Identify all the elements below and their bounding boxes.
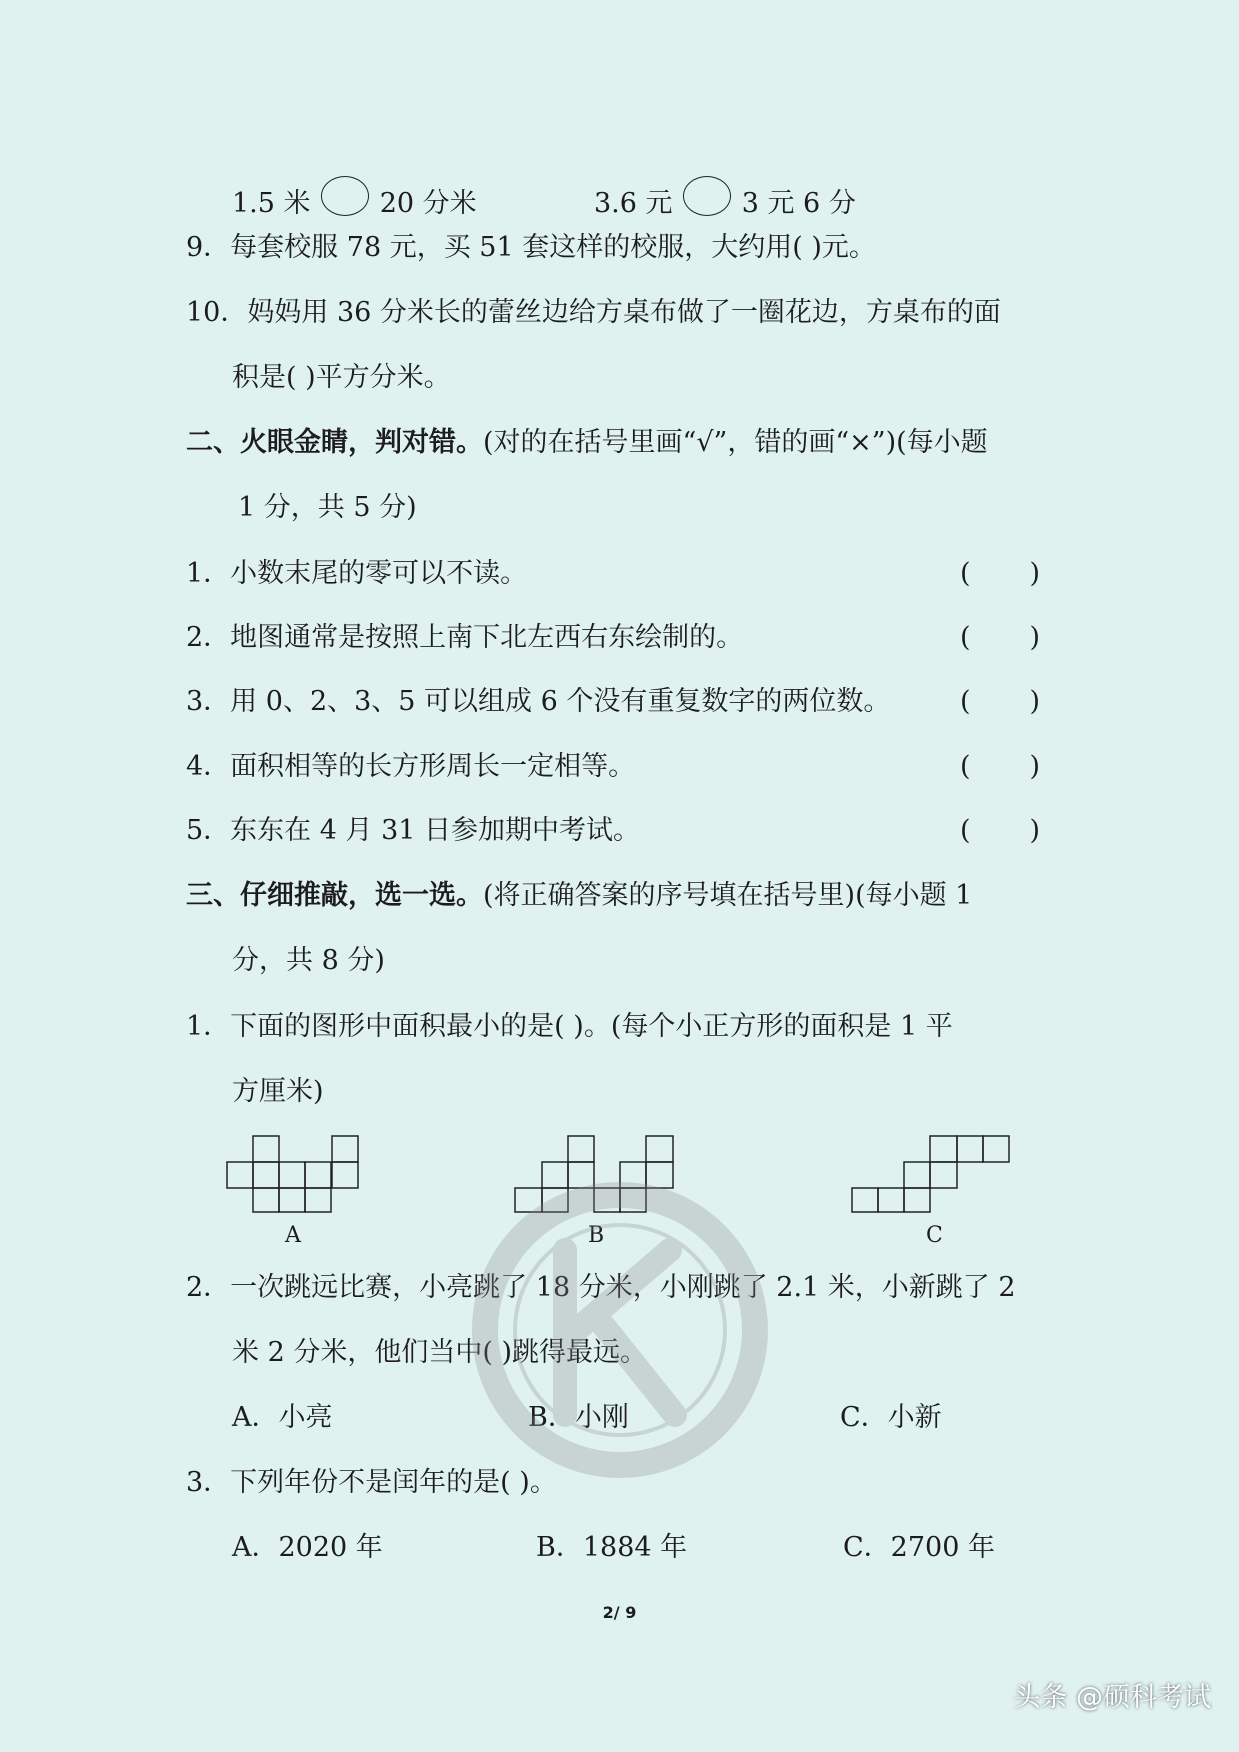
question-10-line1: 10．妈妈用 36 分米长的蕾丝边给方桌布做了一圈花边，方桌布的面 xyxy=(186,297,1001,328)
choice-q2-line2: 米 2 分米，他们当中( )跳得最远。 xyxy=(232,1337,647,1368)
answer-paren-2[interactable] xyxy=(960,620,1040,656)
judge-item-5: 5．东东在 4 月 31 日参加期中考试。 xyxy=(186,815,641,846)
compare-right-b: 3 元 6 分 xyxy=(741,188,856,219)
paren-open: ( xyxy=(960,622,971,653)
paren-open: ( xyxy=(960,751,971,782)
answer-paren-1[interactable] xyxy=(960,556,1040,592)
section3-instruction-line2: 分，共 8 分) xyxy=(232,945,385,976)
section2-heading: 二、火眼金睛，判对错。 xyxy=(186,427,483,458)
section3-instruction: (将正确答案的序号填在括号里)(每小题 1 xyxy=(483,880,973,911)
compare-circle-2[interactable] xyxy=(683,176,731,216)
choice-q3-option-c: C．2700 年 xyxy=(843,1532,995,1563)
paren-open: ( xyxy=(960,815,971,846)
figure-label-b: B xyxy=(588,1223,605,1248)
section3-header xyxy=(186,878,972,914)
compare-left-a: 1.5 米 xyxy=(232,188,311,219)
section3-heading: 三、仔细推敲，选一选。 xyxy=(186,880,483,911)
judge-item-3: 3．用 0、2、3、5 可以组成 6 个没有重复数字的两位数。 xyxy=(186,686,891,717)
figure-label-c: C xyxy=(926,1223,943,1248)
paren-close: ) xyxy=(1029,686,1040,717)
choice-q1-line2: 方厘米) xyxy=(232,1076,324,1107)
answer-paren-5[interactable] xyxy=(960,813,1040,849)
judge-item-4: 4．面积相等的长方形周长一定相等。 xyxy=(186,751,636,782)
choice-q2-option-a: A．小亮 xyxy=(232,1402,333,1433)
question-9: 9．每套校服 78 元，买 51 套这样的校服，大约用( )元。 xyxy=(186,232,876,263)
choice-q2-line1: 2．一次跳远比赛，小亮跳了 18 分米，小刚跳了 2.1 米，小新跳了 2 xyxy=(186,1272,1016,1303)
judge-item-1: 1．小数末尾的零可以不读。 xyxy=(186,558,528,589)
paren-close: ) xyxy=(1029,751,1040,782)
choice-q3-option-a: A．2020 年 xyxy=(232,1532,383,1563)
answer-paren-4[interactable] xyxy=(960,749,1040,785)
choice-q1-line1: 1．下面的图形中面积最小的是( )。(每个小正方形的面积是 1 平 xyxy=(186,1011,953,1042)
paren-close: ) xyxy=(1029,558,1040,589)
paren-open: ( xyxy=(960,558,971,589)
compare-row-left xyxy=(232,176,477,222)
compare-left-b: 20 分米 xyxy=(379,188,477,219)
question-10-line2: 积是( )平方分米。 xyxy=(232,362,451,393)
answer-paren-3[interactable] xyxy=(960,684,1040,720)
grid-figure-a xyxy=(226,1134,362,1214)
choice-q2-option-b: B．小刚 xyxy=(528,1402,629,1433)
paren-open: ( xyxy=(960,686,971,717)
source-credit: 头条 @硕科考试 xyxy=(1013,1682,1211,1713)
section2-header xyxy=(186,425,988,461)
paren-close: ) xyxy=(1029,815,1040,846)
section2-instruction: (对的在括号里画“√”，错的画“×”)(每小题 xyxy=(483,427,988,458)
paren-close: ) xyxy=(1029,622,1040,653)
grid-figure-b xyxy=(513,1134,675,1214)
compare-row-right xyxy=(594,176,856,222)
judge-item-2: 2．地图通常是按照上南下北左西右东绘制的。 xyxy=(186,622,744,653)
figure-label-a: A xyxy=(285,1223,301,1248)
choice-q2-option-c: C．小新 xyxy=(840,1402,942,1433)
page-number: 2/ 9 xyxy=(602,1603,637,1622)
compare-right-a: 3.6 元 xyxy=(594,188,673,219)
compare-circle-1[interactable] xyxy=(321,176,369,216)
choice-q3-line1: 3．下列年份不是闰年的是( )。 xyxy=(186,1467,557,1498)
section2-instruction-line2: 1 分，共 5 分) xyxy=(238,492,417,523)
choice-q3-option-b: B．1884 年 xyxy=(536,1532,688,1563)
grid-figure-c xyxy=(850,1134,1012,1214)
